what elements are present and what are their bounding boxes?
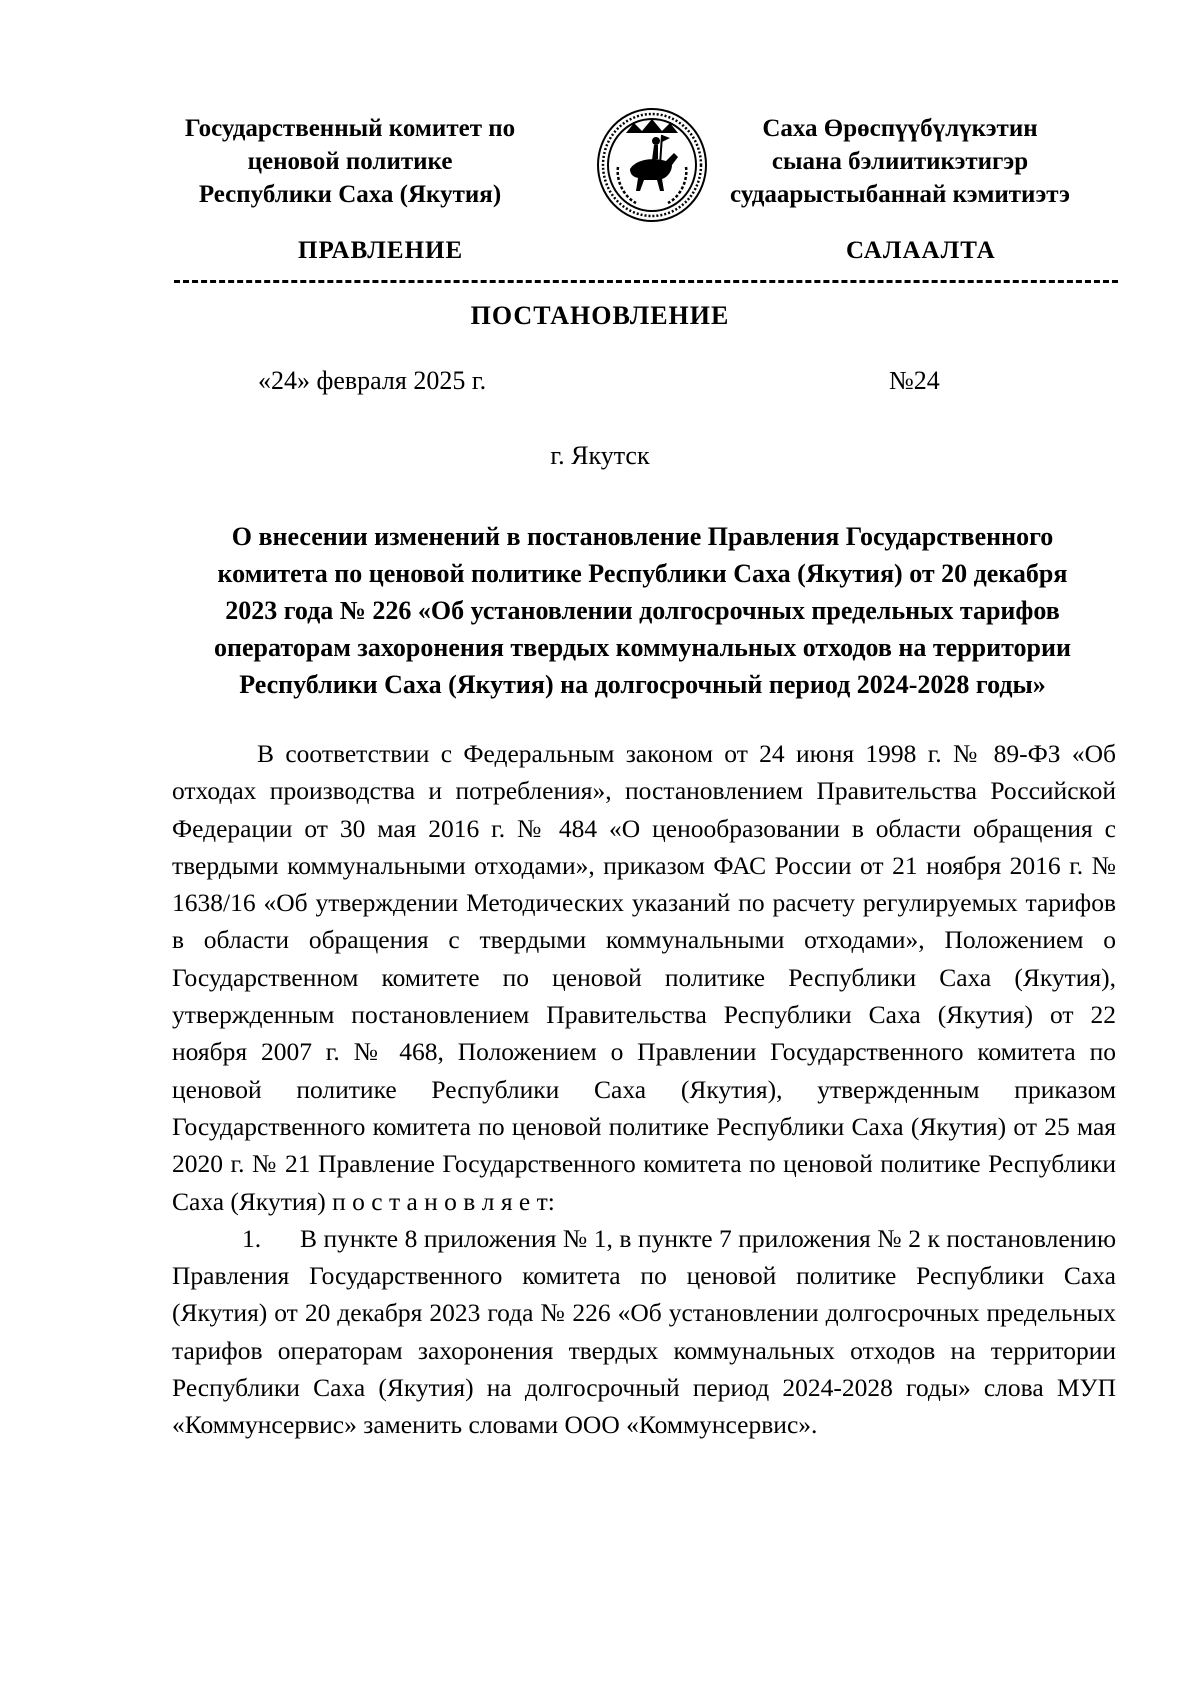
document-body — [172, 735, 1116, 1444]
header-left-line: Государственный комитет по — [184, 115, 516, 142]
resolves-word: п о с т а н о в л я е т: — [332, 1186, 555, 1216]
item-number: 1. — [242, 1223, 262, 1253]
header-left-line: Республики Саха (Якутия) — [198, 181, 502, 208]
document-number: №24 — [889, 366, 940, 395]
subject-line: Республики Саха (Якутия) на долгосрочный период 2024-2028 годы» — [239, 670, 1046, 699]
board-label-russian: ПРАВЛЕНИЕ — [298, 237, 464, 264]
subject-line: 2023 года № 226 «Об установлении долгосрочных предельных тарифов — [225, 596, 1060, 625]
subject-line: О внесении изменений в постановление Правления Государственного — [231, 522, 1054, 551]
dashed-divider — [174, 280, 1118, 283]
subject-line: операторам захоронения твердых коммунальных отходов на территории — [214, 633, 1071, 662]
document-subject — [170, 518, 1115, 703]
subject-line: комитета по ценовой политике Республики Саха (Якутия) от 20 декабря — [217, 559, 1068, 588]
document-city: г. Якутск — [550, 441, 650, 470]
document-date: «24» февраля 2025 г. — [258, 366, 487, 395]
item-text: В пункте 8 приложения № 1, в пункте 7 приложения № 2 к постановлению Правления Государственного комитета по ценовой политике Республики Саха (Якутия) от 20 декабря 2023 года № 226 «Об установлении долгосрочных предельных тарифов операторам захоронения твердых коммунальных отходов на территории Республики Саха (Якутия) на долгосрочный период 2024-2028 годы» слова МУП «Коммунсервис» заменить словами ООО «Коммунсервис». — [172, 1223, 1116, 1440]
preamble-paragraph — [172, 735, 1116, 1220]
header-right-line: Саха Өрөспүүбүлүкэтин — [762, 115, 1038, 142]
preamble-text: В соответствии с Федеральным законом от 24 июня 1998 г. № 89-ФЗ «Об отходах производства и потребления», постановлением Правительства Российской Федерации от 30 мая 2016 г. № 484 «О ценообразовании в области обращения с твердыми коммунальными отходами», приказом ФАС России от 21 ноября 2016 г. № 1638/16 «Об утверждении Методических указаний по расчету регулируемых тарифов в области обращения с твердыми коммунальными отходами», Положением о Государственном комитете по ценовой политике Республики Саха (Якутия), утвержденным постановлением Правительства Республики Саха (Якутия) от 22 ноября 2007 г. № 468, Положением о Правлении Государственного комитета по ценовой политике Республики Саха (Якутия), утвержденным приказом Государственного комитета по ценовой политике Республики Саха (Якутия) от 25 мая 2020 г. № 21 Правление Государственного комитета по ценовой политике Республики Саха (Якутия) — [172, 739, 1116, 1216]
header-right-line: судаарыстыбаннай кэмитиэтэ — [730, 181, 1070, 208]
header-right-line: сыана бэлиитикэтигэр — [771, 148, 1029, 175]
header-left-org-name — [140, 112, 560, 211]
header-left-line: ценовой политике — [247, 148, 453, 175]
header-right-org-name — [690, 112, 1110, 211]
board-label-yakut: САЛААЛТА — [846, 237, 996, 264]
resolution-item-1 — [172, 1220, 1116, 1444]
document-type-title: ПОСТАНОВЛЕНИЕ — [470, 301, 730, 330]
